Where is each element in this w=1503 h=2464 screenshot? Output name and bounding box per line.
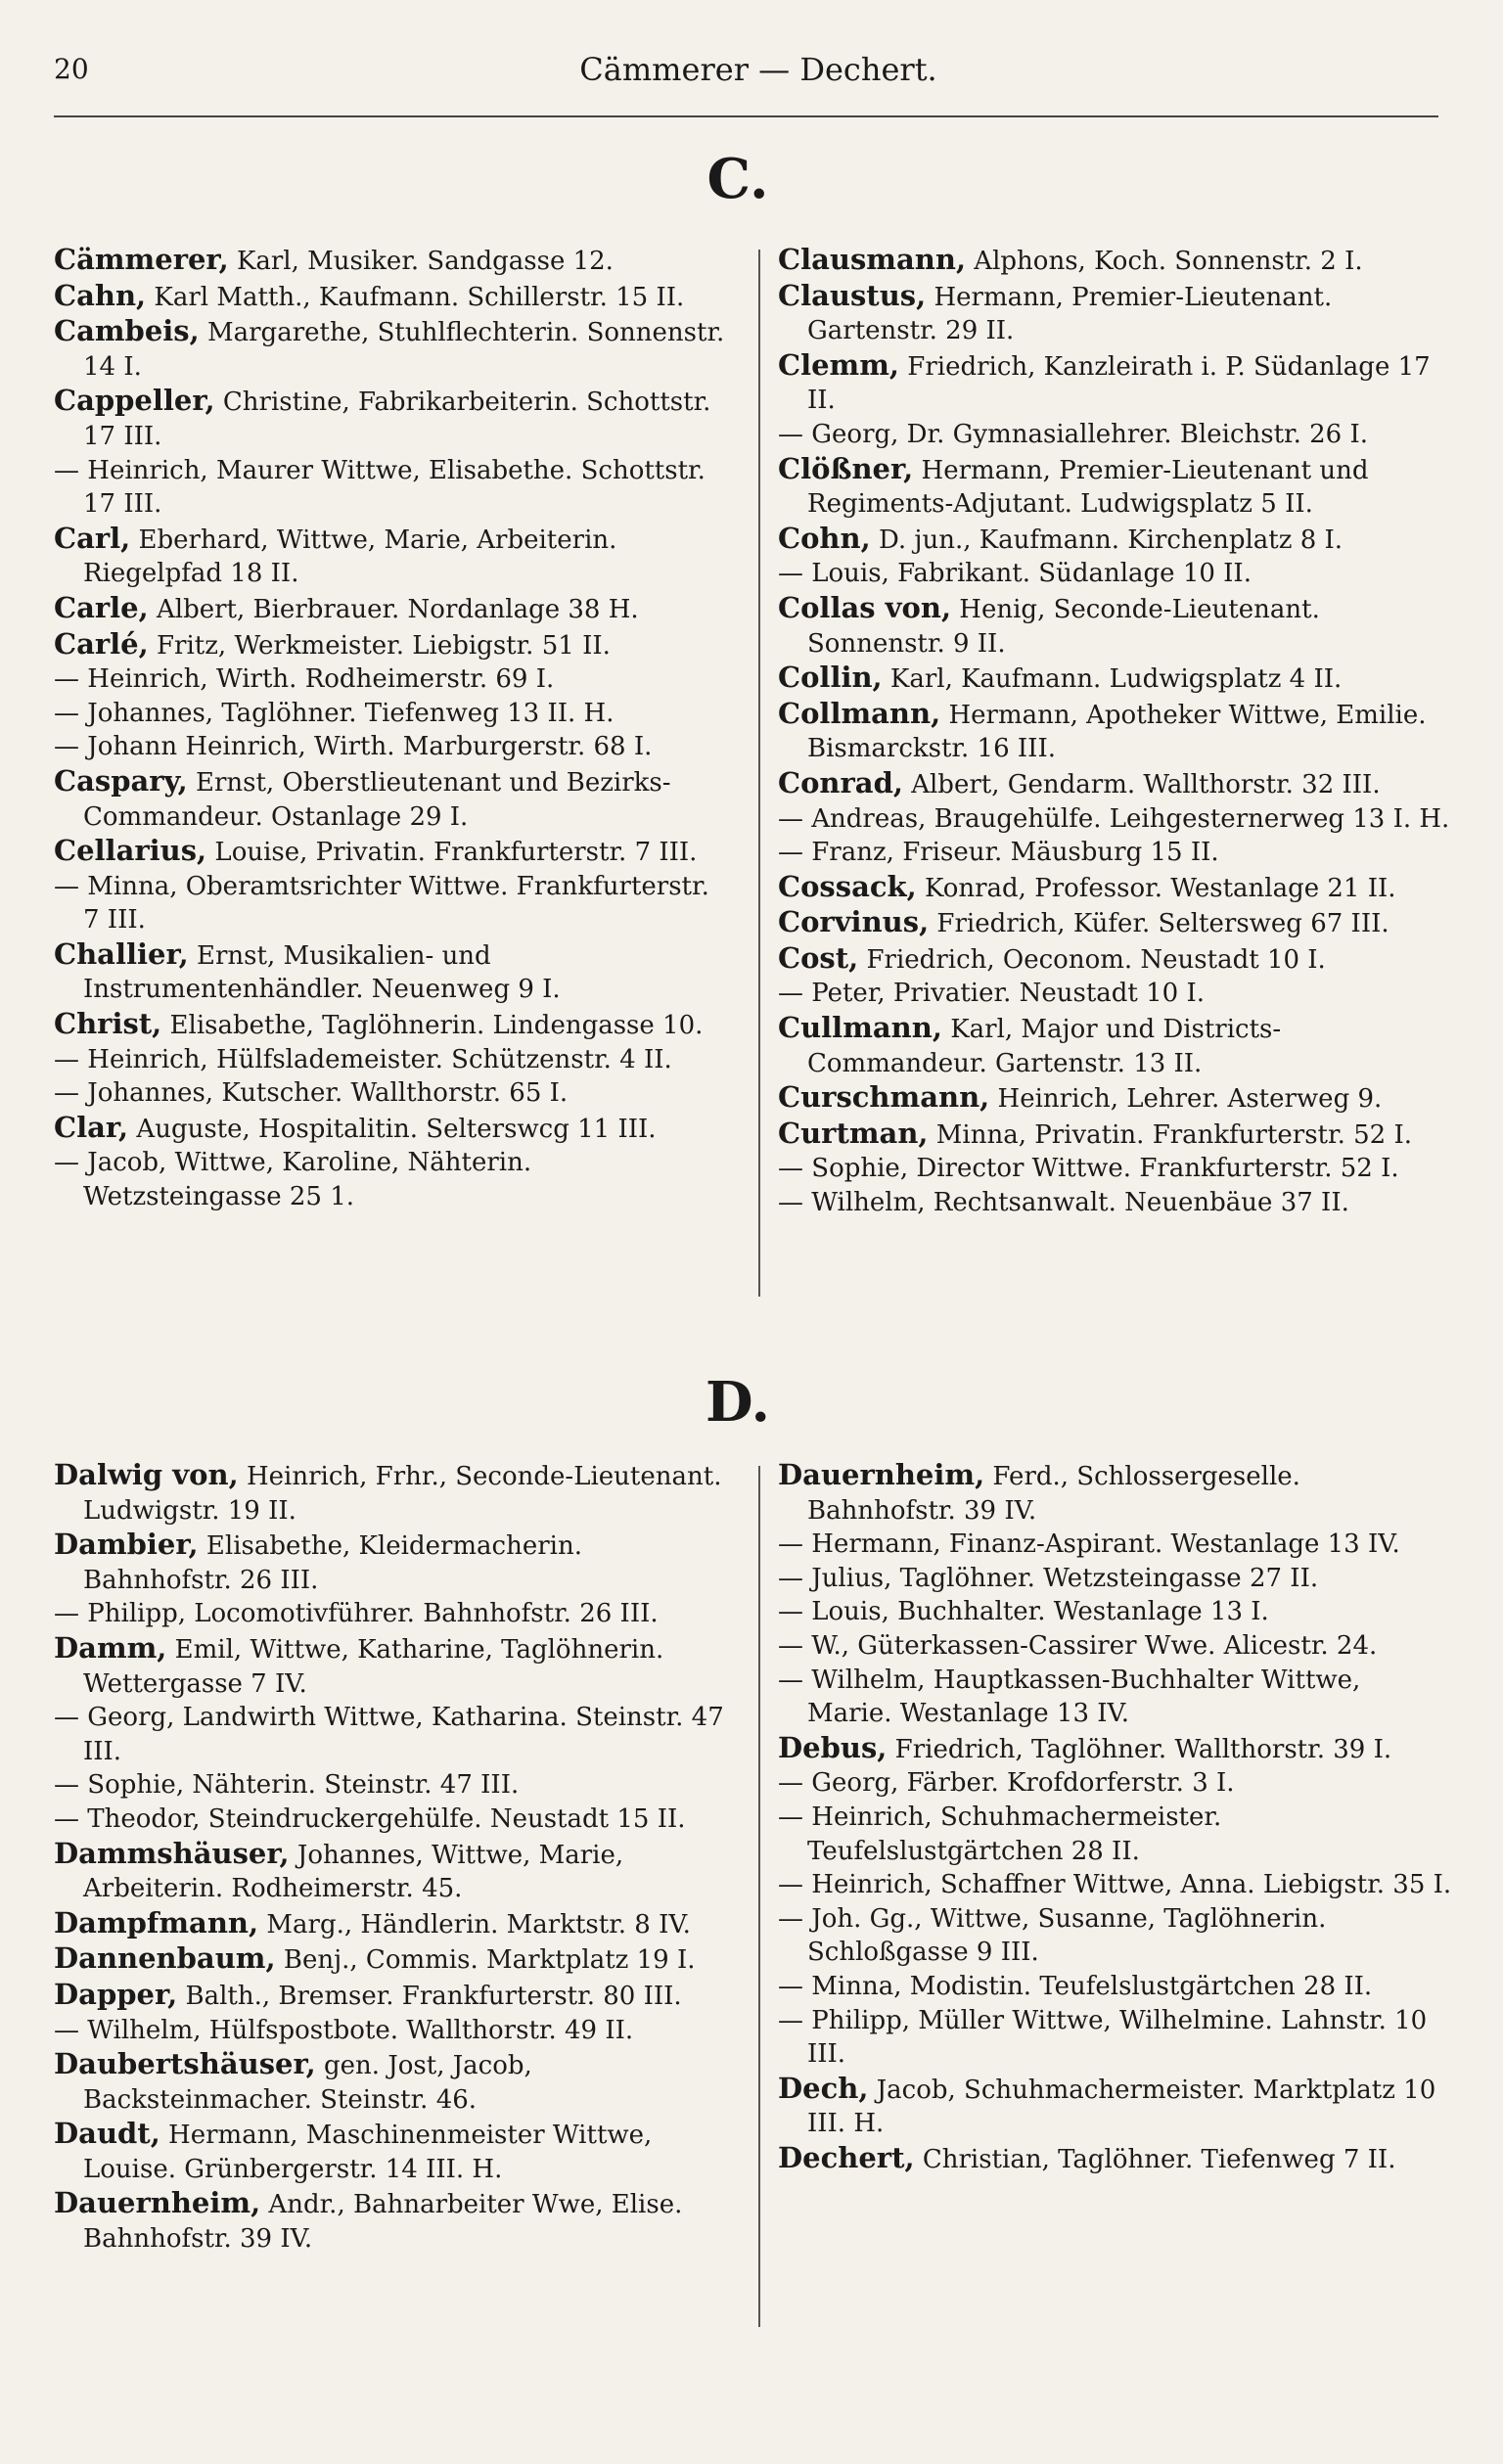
entry-surname: Carle, bbox=[54, 590, 149, 624]
entry-details: Ernst, Musikalien- und Instrumentenhändler. Neuenweg 9 I. bbox=[83, 940, 561, 1005]
directory-entry bbox=[778, 1731, 1453, 1767]
directory-entry bbox=[54, 591, 729, 627]
entry-surname: Curschmann, bbox=[778, 1080, 990, 1115]
entry-details: Konrad, Professor. Westanlage 21 II. bbox=[916, 873, 1396, 903]
entry-details: Ferd., Schlossergeselle. Bahnhofstr. 39 IV. bbox=[807, 1462, 1300, 1526]
section-letter-c: C. bbox=[706, 147, 769, 211]
entry-details: Joh. Gg., Wittwe, Susanne, Taglöhnerin. Schloßgasse 9 III. bbox=[803, 1903, 1327, 1968]
directory-entry bbox=[54, 1528, 729, 1597]
entry-details: Theodor, Steindruckergehülfe. Neustadt 15 II. bbox=[79, 1803, 686, 1834]
directory-entry bbox=[778, 1801, 1453, 1868]
entry-details: Heinrich, Schuhmachermeister. Teufelslustgärtchen 28 II. bbox=[803, 1802, 1222, 1866]
directory-entry bbox=[778, 1562, 1453, 1596]
directory-entry bbox=[778, 243, 1453, 279]
entry-surname: — bbox=[778, 1768, 803, 1799]
entry-details: Wilhelm, Rechtsanwalt. Neuenbäue 37 II. bbox=[803, 1188, 1349, 1218]
entry-details: Georg, Landwirth Wittwe, Katharina. Steinstr. 47 III. bbox=[79, 1703, 724, 1766]
directory-entry bbox=[778, 2141, 1453, 2177]
entry-surname: Claustus, bbox=[778, 278, 927, 312]
directory-entry bbox=[54, 1007, 729, 1043]
running-head: Cämmerer — Dechert. bbox=[579, 51, 937, 88]
entry-details: Hermann, Premier-Lieutenant und Regiments-Adjutant. Ludwigsplatz 5 II. bbox=[807, 455, 1369, 520]
section-c-right-column bbox=[778, 243, 1453, 1220]
directory-entry bbox=[778, 1970, 1453, 2004]
entry-details: Johannes, Wittwe, Marie, Arbeiterin. Rodheimerstr. 45. bbox=[83, 1840, 624, 1904]
entry-details: Elisabethe, Taglöhnerin. Lindengasse 10. bbox=[161, 1011, 704, 1041]
entry-details: Henig, Seconde-Lieutenant. Sonnenstr. 9 II. bbox=[807, 594, 1320, 659]
entry-details: Karl, Musiker. Sandgasse 12. bbox=[228, 247, 614, 276]
entry-details: Karl, Kaufmann. Ludwigsplatz 4 II. bbox=[882, 664, 1343, 695]
entry-surname: Conrad, bbox=[778, 765, 903, 799]
entry-details: Ernst, Oberstlieutenant und Bezirks-Commandeur. Ostanlage 29 I. bbox=[83, 767, 671, 832]
entry-surname: Dechert, bbox=[778, 2140, 915, 2174]
entry-details: Jacob, Wittwe, Karoline, Nähterin. Wetzsteingasse 25 1. bbox=[79, 1148, 532, 1212]
directory-entry bbox=[778, 348, 1453, 418]
entry-details: Louis, Buchhalter. Westanlage 13 I. bbox=[803, 1597, 1269, 1627]
directory-entry bbox=[778, 697, 1453, 766]
directory-entry bbox=[54, 1458, 729, 1528]
entry-surname: Corvinus, bbox=[778, 905, 930, 939]
directory-entry bbox=[54, 1111, 729, 1147]
directory-entry bbox=[778, 2072, 1453, 2141]
entry-surname: — bbox=[54, 871, 79, 901]
entry-surname: — bbox=[778, 1870, 803, 1900]
section-d-right-column bbox=[778, 1458, 1453, 2176]
entry-details: Sophie, Director Wittwe. Frankfurterstr. 52 I. bbox=[803, 1154, 1399, 1184]
entry-details: Peter, Privatier. Neustadt 10 I. bbox=[803, 979, 1206, 1009]
entry-details: Hermann, Finanz-Aspirant. Westanlage 13 IV. bbox=[803, 1529, 1400, 1560]
directory-entry bbox=[778, 941, 1453, 978]
entry-surname: — bbox=[778, 1802, 803, 1832]
entry-surname: Dalwig von, bbox=[54, 1458, 239, 1491]
entry-surname: — bbox=[54, 1044, 79, 1074]
entry-details: Margarethe, Stuhlflechterin. Sonnenstr. 14 I. bbox=[83, 318, 725, 382]
entry-surname: — bbox=[778, 979, 803, 1009]
directory-entry bbox=[778, 1868, 1453, 1902]
entry-surname: — bbox=[778, 838, 803, 868]
entry-details: Karl, Major und Districts-Commandeur. Gartenstr. 13 II. bbox=[807, 1015, 1282, 1078]
entry-details: Johann Heinrich, Wirth. Marburgerstr. 68 I. bbox=[79, 732, 653, 762]
entry-details: Hermann, Maschinenmeister Wittwe, Louise. Grünbergerstr. 14 III. H. bbox=[83, 2121, 653, 2184]
header-rule bbox=[54, 115, 1438, 117]
entry-surname: — bbox=[778, 2005, 803, 2035]
directory-entry bbox=[778, 661, 1453, 697]
directory-entry bbox=[778, 905, 1453, 941]
entry-details: Marg., Händlerin. Marktstr. 8 IV. bbox=[258, 1909, 691, 1939]
directory-entry bbox=[54, 1597, 729, 1631]
directory-entry bbox=[778, 836, 1453, 870]
directory-entry bbox=[54, 937, 729, 1007]
directory-entry bbox=[778, 279, 1453, 348]
directory-entry bbox=[54, 2117, 729, 2186]
entry-surname: Christ, bbox=[54, 1007, 162, 1041]
entry-surname: — bbox=[778, 1630, 803, 1661]
directory-entry bbox=[778, 591, 1453, 661]
entry-surname: — bbox=[54, 698, 79, 728]
directory-entry bbox=[778, 802, 1453, 837]
directory-entry bbox=[54, 454, 729, 522]
directory-entry bbox=[54, 1701, 729, 1768]
entry-details: Albert, Gendarm. Wallthorstr. 32 III. bbox=[902, 769, 1381, 799]
directory-entry bbox=[54, 697, 729, 731]
entry-surname: — bbox=[778, 1903, 803, 1934]
directory-entry bbox=[778, 1902, 1453, 1970]
entry-surname: Carlé, bbox=[54, 626, 149, 661]
directory-entry bbox=[778, 1458, 1453, 1528]
entry-surname: — bbox=[54, 1148, 79, 1178]
entry-surname: Clar, bbox=[54, 1110, 129, 1144]
entry-details: Fritz, Werkmeister. Liebigstr. 51 II. bbox=[148, 630, 611, 661]
entry-surname: Clausmann, bbox=[778, 243, 967, 276]
entry-surname: Dapper, bbox=[54, 1977, 178, 2011]
entry-surname: Damm, bbox=[54, 1630, 167, 1665]
directory-entry bbox=[54, 1837, 729, 1906]
entry-details: Heinrich, Wirth. Rodheimerstr. 69 I. bbox=[79, 664, 555, 695]
directory-entry bbox=[778, 1595, 1453, 1629]
directory-entry bbox=[778, 1766, 1453, 1801]
entry-surname: Cahn, bbox=[54, 278, 147, 312]
entry-surname: Collas von, bbox=[778, 590, 952, 624]
entry-surname: Caspary, bbox=[54, 763, 188, 798]
entry-details: Heinrich, Maurer Wittwe, Elisabethe. Schottstr. 17 III. bbox=[79, 455, 706, 520]
entry-surname: — bbox=[54, 664, 79, 695]
entry-surname: Clößner, bbox=[778, 451, 914, 485]
directory-entry bbox=[778, 766, 1453, 802]
directory-entry bbox=[778, 418, 1453, 452]
directory-entry bbox=[54, 243, 729, 279]
entry-details: Elisabethe, Kleidermacherin. Bahnhofstr. 26 III. bbox=[83, 1531, 583, 1595]
entry-surname: Clemm, bbox=[778, 347, 900, 382]
entry-surname: — bbox=[778, 803, 803, 834]
directory-entry bbox=[54, 279, 729, 315]
directory-entry bbox=[778, 1528, 1453, 1562]
entry-surname: — bbox=[778, 1597, 803, 1627]
entry-details: Friedrich, Kanzleirath i. P. Südanlage 17 II. bbox=[807, 351, 1431, 416]
column-separator bbox=[758, 1466, 760, 2327]
directory-entry bbox=[778, 1664, 1453, 1731]
entry-details: Friedrich, Oeconom. Neustadt 10 I. bbox=[858, 944, 1326, 975]
directory-entry bbox=[54, 870, 729, 937]
directory-entry bbox=[778, 522, 1453, 558]
entry-surname: — bbox=[54, 1078, 79, 1109]
entry-details: Albert, Bierbrauer. Nordanlage 38 H. bbox=[148, 594, 639, 624]
directory-entry bbox=[54, 522, 729, 591]
directory-entry bbox=[54, 627, 729, 663]
entry-surname: Dampfmann, bbox=[54, 1905, 259, 1939]
entry-details: Franz, Friseur. Mäusburg 15 II. bbox=[803, 838, 1219, 868]
entry-details: Christian, Taglöhner. Tiefenweg 7 II. bbox=[914, 2144, 1396, 2174]
entry-details: Wilhelm, Hauptkassen-Buchhalter Wittwe, Marie. Westanlage 13 IV. bbox=[803, 1665, 1361, 1729]
entry-surname: Dauernheim, bbox=[778, 1458, 985, 1491]
entry-details: Philipp, Locomotivführer. Bahnhofstr. 26 III. bbox=[79, 1599, 659, 1629]
entry-surname: Cambeis, bbox=[54, 314, 200, 348]
entry-surname: — bbox=[54, 1599, 79, 1629]
entry-details: Balth., Bremser. Frankfurterstr. 80 III. bbox=[177, 1981, 682, 2011]
entry-details: Karl Matth., Kaufmann. Schillerstr. 15 II. bbox=[146, 282, 685, 312]
directory-entry bbox=[778, 1186, 1453, 1220]
entry-details: Heinrich, Frhr., Seconde-Lieutenant. Ludwigstr. 19 II. bbox=[83, 1462, 722, 1526]
page-number: 20 bbox=[54, 53, 89, 85]
entry-details: Georg, Färber. Krofdorferstr. 3 I. bbox=[803, 1768, 1235, 1799]
directory-entry bbox=[778, 1629, 1453, 1664]
entry-surname: Cämmerer, bbox=[54, 243, 229, 276]
entry-surname: Daubertshäuser, bbox=[54, 2047, 316, 2081]
entry-surname: — bbox=[778, 1665, 803, 1695]
directory-entry bbox=[778, 1117, 1453, 1153]
entry-details: W., Güterkassen-Cassirer Wwe. Alicestr. 24. bbox=[803, 1630, 1378, 1661]
entry-surname: Debus, bbox=[778, 1730, 888, 1764]
directory-entry bbox=[778, 452, 1453, 522]
entry-surname: Cohn, bbox=[778, 521, 871, 555]
entry-surname: — bbox=[54, 2015, 79, 2045]
directory-entry bbox=[54, 384, 729, 453]
page-header bbox=[54, 47, 1463, 106]
column-separator bbox=[758, 250, 760, 1297]
entry-surname: — bbox=[54, 1803, 79, 1834]
entry-details: Minna, Privatin. Frankfurterstr. 52 I. bbox=[928, 1119, 1412, 1150]
entry-details: Auguste, Hospitalitin. Selterswcg 11 III. bbox=[128, 1114, 657, 1144]
entry-details: Heinrich, Schaffner Wittwe, Anna. Liebigstr. 35 I. bbox=[803, 1870, 1452, 1900]
directory-entry bbox=[54, 1768, 729, 1802]
entry-surname: Dauernheim, bbox=[54, 2186, 261, 2220]
entry-surname: Collin, bbox=[778, 661, 883, 695]
entry-details: Emil, Wittwe, Katharine, Taglöhnerin. Wettergasse 7 IV. bbox=[83, 1634, 664, 1699]
directory-entry bbox=[54, 1043, 729, 1077]
directory-entry bbox=[54, 730, 729, 764]
entry-surname: Carl, bbox=[54, 521, 131, 555]
entry-details: Julius, Taglöhner. Wetzsteingasse 27 II. bbox=[803, 1563, 1319, 1593]
entry-details: Georg, Dr. Gymnasiallehrer. Bleichstr. 26 I. bbox=[803, 419, 1369, 449]
section-d-left-column bbox=[54, 1458, 729, 2257]
directory-entry bbox=[54, 2047, 729, 2117]
directory-entry bbox=[54, 662, 729, 697]
entry-details: Alphons, Koch. Sonnenstr. 2 I. bbox=[966, 247, 1363, 276]
directory-entry bbox=[54, 764, 729, 834]
directory-entry bbox=[778, 2004, 1453, 2072]
entry-details: Heinrich, Lehrer. Asterweg 9. bbox=[989, 1084, 1383, 1115]
entry-surname: Cappeller, bbox=[54, 384, 215, 418]
entry-details: Louis, Fabrikant. Südanlage 10 II. bbox=[803, 559, 1252, 589]
entry-details: Minna, Modistin. Teufelslustgärtchen 28 II. bbox=[803, 1971, 1373, 2001]
directory-entry bbox=[778, 1011, 1453, 1080]
directory-entry bbox=[54, 834, 729, 870]
entry-surname: Cost, bbox=[778, 940, 859, 975]
entry-details: Johannes, Taglöhner. Tiefenweg 13 II. H. bbox=[79, 698, 615, 728]
entry-surname: — bbox=[54, 732, 79, 762]
entry-surname: Collmann, bbox=[778, 696, 941, 730]
directory-entry bbox=[778, 977, 1453, 1011]
entry-details: Jacob, Schuhmachermeister. Marktplatz 10 III. H. bbox=[807, 2075, 1436, 2139]
directory-entry bbox=[778, 1080, 1453, 1117]
directory-entry bbox=[54, 2186, 729, 2256]
entry-surname: Challier, bbox=[54, 936, 189, 971]
entry-details: Johannes, Kutscher. Wallthorstr. 65 I. bbox=[79, 1078, 569, 1109]
entry-details: Friedrich, Taglöhner. Wallthorstr. 39 I. bbox=[887, 1734, 1392, 1764]
entry-details: Heinrich, Hülfslademeister. Schützenstr. 4 II. bbox=[79, 1044, 672, 1074]
directory-entry bbox=[54, 1978, 729, 2014]
entry-details: Sophie, Nähterin. Steinstr. 47 III. bbox=[79, 1770, 520, 1801]
entry-details: Louise, Privatin. Frankfurterstr. 7 III. bbox=[206, 838, 698, 868]
entry-details: Philipp, Müller Wittwe, Wilhelmine. Lahnstr. 10 III. bbox=[803, 2005, 1428, 2070]
section-letter-d: D. bbox=[705, 1370, 771, 1435]
entry-surname: — bbox=[54, 1770, 79, 1801]
entry-surname: — bbox=[778, 1971, 803, 2001]
entry-details: gen. Jost, Jacob, Backsteinmacher. Steinstr. 46. bbox=[83, 2051, 532, 2115]
entry-details: Christine, Fabrikarbeiterin. Schottstr. 17 III. bbox=[83, 388, 711, 451]
entry-details: Andreas, Braugehülfe. Leihgesternerweg 13 I. H. bbox=[803, 803, 1450, 834]
entry-surname: — bbox=[778, 1188, 803, 1218]
directory-entry bbox=[54, 1941, 729, 1978]
entry-surname: Dannenbaum, bbox=[54, 1941, 276, 1976]
directory-entry bbox=[778, 870, 1453, 906]
directory-entry bbox=[54, 1076, 729, 1111]
entry-surname: — bbox=[778, 559, 803, 589]
entry-details: D. jun., Kaufmann. Kirchenplatz 8 I. bbox=[870, 525, 1344, 555]
entry-surname: — bbox=[54, 1703, 79, 1733]
entry-surname: Dambier, bbox=[54, 1528, 199, 1562]
entry-surname: Curtman, bbox=[778, 1116, 929, 1150]
entry-details: Andr., Bahnarbeiter Wwe, Elise. Bahnhofstr. 39 IV. bbox=[83, 2190, 683, 2255]
entry-details: Friedrich, Küfer. Seltersweg 67 III. bbox=[929, 909, 1389, 939]
entry-surname: — bbox=[778, 1154, 803, 1184]
directory-entry bbox=[54, 1906, 729, 1942]
entry-details: Hermann, Premier-Lieutenant. Gartenstr. 29 II. bbox=[807, 282, 1333, 346]
entry-surname: Dech, bbox=[778, 2071, 869, 2105]
entry-surname: Cellarius, bbox=[54, 834, 207, 868]
entry-surname: — bbox=[54, 455, 79, 485]
directory-entry bbox=[778, 1152, 1453, 1186]
entry-details: Hermann, Apotheker Wittwe, Emilie. Bismarckstr. 16 III. bbox=[807, 700, 1427, 764]
directory-entry bbox=[54, 1802, 729, 1837]
entry-surname: Cullmann, bbox=[778, 1011, 942, 1045]
directory-entry bbox=[54, 314, 729, 384]
directory-entry bbox=[54, 2014, 729, 2048]
entry-surname: — bbox=[778, 1563, 803, 1593]
section-c-left-column bbox=[54, 243, 729, 1214]
entry-details: Wilhelm, Hülfspostbote. Wallthorstr. 49 II. bbox=[79, 2015, 634, 2045]
entry-details: Eberhard, Wittwe, Marie, Arbeiterin. Riegelpfad 18 II. bbox=[83, 525, 617, 589]
entry-surname: Cossack, bbox=[778, 869, 917, 903]
entry-surname: Dammshäuser, bbox=[54, 1836, 290, 1870]
entry-details: Minna, Oberamtsrichter Wittwe. Frankfurterstr. 7 III. bbox=[79, 871, 709, 935]
directory-entry bbox=[778, 557, 1453, 591]
entry-surname: — bbox=[778, 1529, 803, 1560]
entry-surname: Daudt, bbox=[54, 2117, 160, 2151]
entry-details: Benj., Commis. Marktplatz 19 I. bbox=[275, 1945, 696, 1976]
directory-entry bbox=[54, 1146, 729, 1213]
directory-entry bbox=[54, 1631, 729, 1701]
entry-surname: — bbox=[778, 419, 803, 449]
